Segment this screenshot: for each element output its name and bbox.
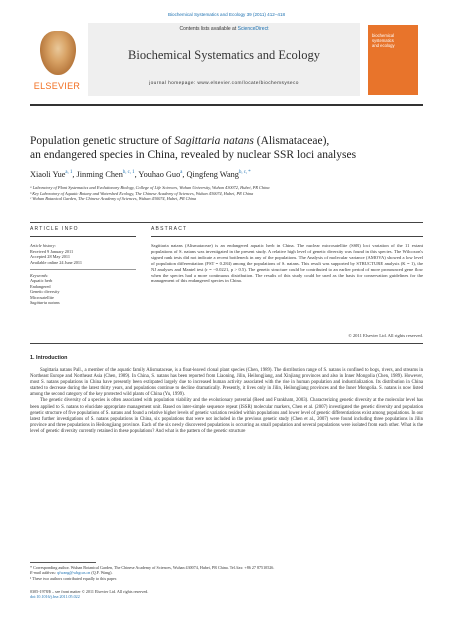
journal-cover[interactable] bbox=[368, 25, 418, 95]
sciencedirect-link[interactable]: ScienceDirect bbox=[237, 26, 269, 32]
intro-body bbox=[30, 368, 423, 435]
author-name: Jinming Chen bbox=[76, 170, 123, 179]
author-name: Youhao Guo bbox=[138, 170, 181, 179]
keywords-label: Keywords: bbox=[30, 272, 49, 278]
info-separator bbox=[30, 269, 136, 270]
title-text: Population genetic structure of bbox=[30, 135, 175, 147]
article-info-heading: ARTICLE INFO bbox=[30, 226, 79, 232]
title-text: an endangered species in China, revealed by nuclear SSR loci analyses bbox=[30, 149, 357, 161]
email-label: E-mail address: bbox=[30, 570, 58, 576]
journal-homepage[interactable]: journal homepage: www.elsevier.com/locate/biochemsyseco bbox=[149, 81, 299, 86]
cover-line: and ecology bbox=[372, 43, 395, 48]
title-text: (Alismataceae), bbox=[253, 135, 330, 147]
affiliation: ᶜ Wuhan Botanical Garden, The Chinese Academy of Sciences, Wuhan 430074, Hubei, PR China bbox=[30, 196, 197, 202]
intro-heading: 1. Introduction bbox=[30, 355, 68, 361]
author-affil-link[interactable]: b, c, * bbox=[238, 170, 251, 176]
affiliation: ᵇ Key Laboratory of Aquatic Botany and Watershed Ecology, The Chinese Academy of Sciences, Wuhan 430074, Hubei, PR China bbox=[30, 190, 254, 196]
contents-line bbox=[88, 26, 360, 32]
logo-text: ELSEVIER bbox=[33, 81, 81, 91]
equal-contribution: ¹ These two authors contributed equally to this paper. bbox=[30, 575, 117, 581]
journal-title: Biochemical Systematics and Ecology bbox=[128, 48, 320, 62]
section-divider bbox=[30, 222, 423, 223]
contents-prefix: Contents lists available at bbox=[179, 26, 238, 32]
footnotes bbox=[30, 565, 423, 581]
doi-link[interactable]: doi:10.1016/j.bse.2011.05.022 bbox=[30, 594, 80, 600]
author-affil-link[interactable]: a bbox=[180, 170, 183, 176]
cover-line: biochemical bbox=[372, 33, 395, 38]
article-info bbox=[30, 243, 130, 306]
accepted-date: Accepted 28 May 2011 bbox=[30, 254, 71, 259]
section-divider bbox=[30, 343, 423, 344]
title-species: Sagittaria natans bbox=[174, 135, 254, 147]
keyword: Microsatellite bbox=[30, 294, 54, 300]
author-list: Xiaoli Yue$^{a, 1}$, Jinming Chen$^{b, c, 1}$, Youhao Guo$^a$, Qingfeng Wang$^{b, c, *}$ bbox=[30, 170, 251, 179]
keyword: Genetic diversity bbox=[30, 289, 60, 295]
journal-banner bbox=[88, 23, 360, 96]
history-label: Article history: bbox=[30, 243, 57, 248]
cover-line: systematics bbox=[372, 38, 394, 43]
received-date: Received 9 January 2011 bbox=[30, 248, 74, 254]
online-date: Available online 24 June 2011 bbox=[30, 259, 83, 265]
info-divider bbox=[30, 236, 136, 237]
author-name: Qingfeng Wang bbox=[186, 170, 239, 179]
tree-icon bbox=[40, 31, 76, 75]
issn-line: 0305-1978/$ – see front matter © 2011 Elsevier Ltd. All rights reserved. bbox=[30, 589, 149, 594]
cover-text bbox=[368, 25, 418, 48]
author-affil-link[interactable]: b, c, 1 bbox=[122, 170, 135, 176]
journal-reference[interactable]: Biochemical Systematics and Ecology 39 (2011) 412–418 bbox=[167, 12, 286, 17]
email-suffix: (Q.F. Wang). bbox=[90, 570, 113, 576]
email-link[interactable]: qfwang@wbgcas.cn bbox=[57, 570, 91, 576]
paragraph: The genetic diversity of a species is often associated with population viability and the evolutionary potential (Reed and Frankham, 2003). Characterizing genetic diversity at the molecular level has been applied to S. natans to elucidate appropriate management unit. Based on inter-simple sequence repeat (ISSR) molecular markers, Chen et al. (2007) investigated the genetic diversity and population genetic structure of five populations of S. natans and found a relative higher levels of genetic variation resided within populations and lower level of genetic differentiations exist among populations. In our latest further investigations of S. natans populations in China, six populations that were not included in the previous genetic study (Chen et al., 2007) were found including three populations in Jilin province and three populations in Heilongjiang province. Each of the six newly discovered populations is occurring as small population and several populations were isolated from each other. What is the level of genetic diversity currently retained in these populations? And what is the pattern of the genetic structure bbox=[30, 398, 423, 434]
abstract-copyright: © 2011 Elsevier Ltd. All rights reserved. bbox=[348, 333, 423, 338]
article-title bbox=[30, 134, 423, 162]
paragraph: Sagittaria natans Pall., a member of the aquatic family Alismataceae, is a float-leaved clonal plant species (Chen, 1989). The distribution range of S. natans is confined to bogs, rivers, and streams in Northeast Europe and Northeast Asia (Chen, 1989). In China, S. natans has been reported from Liaoning, Jilin, Heilongjiang, and Xinjiang provinces and also in Inner Mongolia (Chen, 1989). However, most S. natans populations in China have presently been extirpated largely due to increased human activity associated with the rise in human population and industrialization. Its distribution in China started to decrease during the latest thirty years, and populations continue to decline dramatically. Presently, it lives only in Jilin, Heilongjiang provinces and the Inner Mongolia. S. natans is now listed among the second category of the key protected wild plants of China (Yu, 1999). bbox=[30, 368, 423, 398]
header-divider bbox=[30, 104, 423, 106]
masthead bbox=[30, 23, 423, 102]
footnote-divider bbox=[30, 562, 96, 563]
affiliations bbox=[30, 185, 423, 202]
abstract-text: Sagittaria natans (Alismataceae) is an endangered aquatic herb in China. The nuclear microsatellite (SSR) loci variation of the 11 extant populations of S. natans was investigated in the present study. A relative high level of genetic diversity was found in this species. The Wilcoxon's signed rank tests did not indicate a recent bottleneck in any of the populations. The Analysis of molecular variance (AMOVA) showed a low level of population differentiation (FST = 0.284) among the populations of S. natans. This result was supported by STRUCTURE analysis (K = 1), the NJ analyses and Mantel test (r = −0.0221, p > 0.5). The genetic structure could be contributed to an earlier period of more pronounced gene flow when the species had a more continuous distribution. The results of this study could be used as the basis for conservation guidelines for the management of this endangered species in China. bbox=[151, 243, 423, 284]
abstract-divider bbox=[151, 236, 423, 237]
abstract-heading: ABSTRACT bbox=[151, 226, 188, 232]
issn-block bbox=[30, 589, 148, 600]
affiliation: ᵃ Laboratory of Plant Systematics and Evolutionary Biology, College of Life Sciences, Wuhan University, Wuhan 430072, Hubei, PR China bbox=[30, 185, 270, 190]
keyword: Sagittaria natans bbox=[30, 300, 60, 306]
keyword: Endangered bbox=[30, 283, 51, 289]
keyword: Aquatic herb bbox=[30, 278, 53, 284]
author-name: Xiaoli Yue bbox=[30, 170, 66, 179]
author-affil-link[interactable]: a, 1 bbox=[65, 170, 73, 176]
elsevier-logo[interactable] bbox=[32, 29, 82, 97]
corresponding-author: * Corresponding author. Wuhan Botanical Garden, The Chinese Academy of Sciences, Wuhan 430074, Hubei, PR China. Tel./fax: +86 27 87510526. bbox=[30, 565, 275, 570]
